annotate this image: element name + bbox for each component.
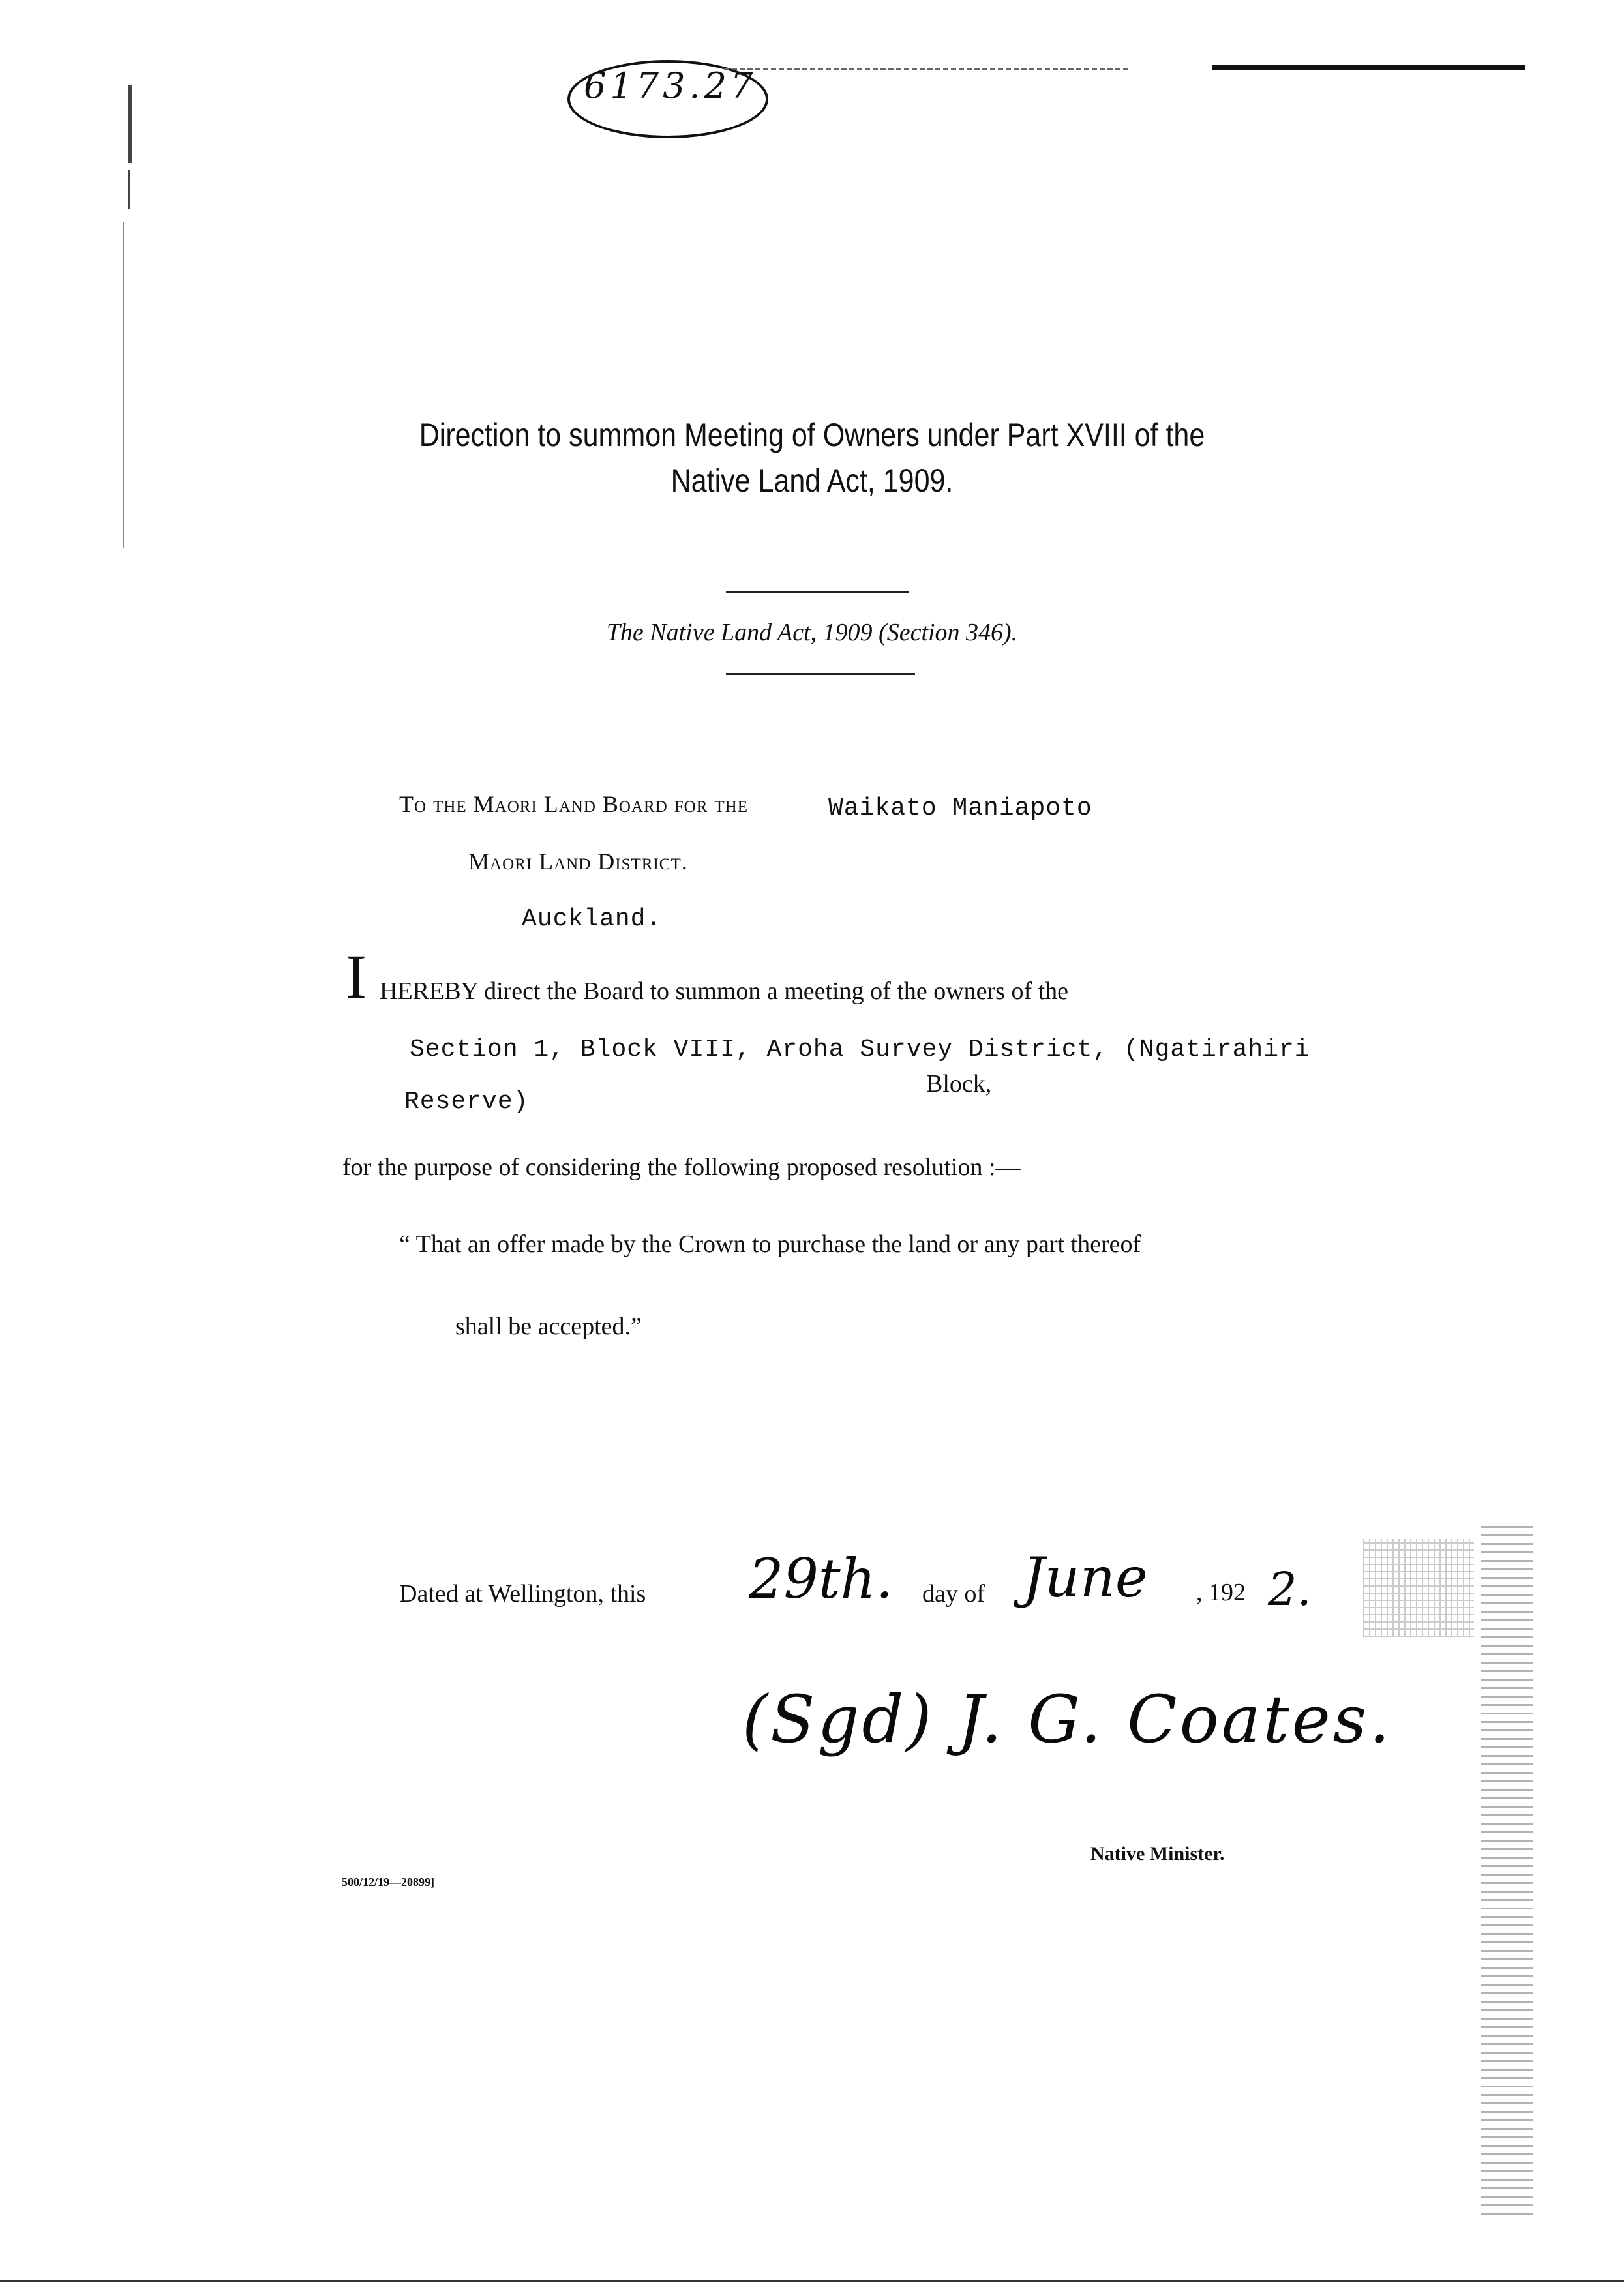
document-title-line-2: Native Land Act, 1909. <box>670 462 954 499</box>
left-edge-mark <box>128 170 130 209</box>
drop-cap: I <box>346 942 367 1011</box>
top-dashed-mark <box>724 68 1128 70</box>
scan-edge-noise <box>1481 1526 1533 2217</box>
signature: (Sgd) J. G. Coates. <box>742 1681 1392 1758</box>
act-reference: The Native Land Act, 1909 (Section 346). <box>606 619 1018 646</box>
handwritten-year-digit: 2. <box>1268 1563 1312 1616</box>
reference-number: 6173.27 <box>584 65 757 106</box>
document-title-line-1: Direction to summon Meeting of Owners under Part XVIII of the <box>419 417 1205 453</box>
signer-title: Native Minister. <box>1090 1843 1225 1864</box>
dated-label: Dated at Wellington, this <box>399 1580 646 1608</box>
block-word: Block, <box>926 1070 992 1098</box>
addressee-prefix: To the Maori Land Board for the <box>399 791 748 817</box>
divider-rule <box>726 673 915 675</box>
block-description-continued: Reserve) <box>404 1088 529 1116</box>
resolution-text-continued: shall be accepted.” <box>455 1313 642 1340</box>
block-description: Section 1, Block VIII, Aroha Survey District, (Ngatirahiri <box>410 1036 1310 1064</box>
city: Auckland. <box>522 905 662 933</box>
divider-rule <box>726 591 909 593</box>
day-of-label: day of <box>922 1580 985 1608</box>
print-code: 500/12/19—20899] <box>342 1876 434 1889</box>
district-label: Maori Land District. <box>468 848 688 875</box>
board-name: Waikato Maniapoto <box>828 794 1092 822</box>
direction-statement: HEREBY direct the Board to summon a meeting of the owners of the <box>380 978 1069 1005</box>
handwritten-day: 29th. <box>749 1547 894 1611</box>
handwritten-month: June <box>1023 1546 1148 1609</box>
purpose-statement: for the purpose of considering the following proposed resolution :— <box>342 1154 1021 1181</box>
bottom-border <box>0 2280 1624 2282</box>
top-right-rule <box>1212 65 1525 70</box>
scan-noise-patch <box>1363 1539 1474 1637</box>
resolution-text: “ That an offer made by the Crown to purchase the land or any part thereof <box>399 1231 1141 1258</box>
left-edge-mark <box>128 85 132 163</box>
year-prefix: , 192 <box>1196 1579 1246 1606</box>
